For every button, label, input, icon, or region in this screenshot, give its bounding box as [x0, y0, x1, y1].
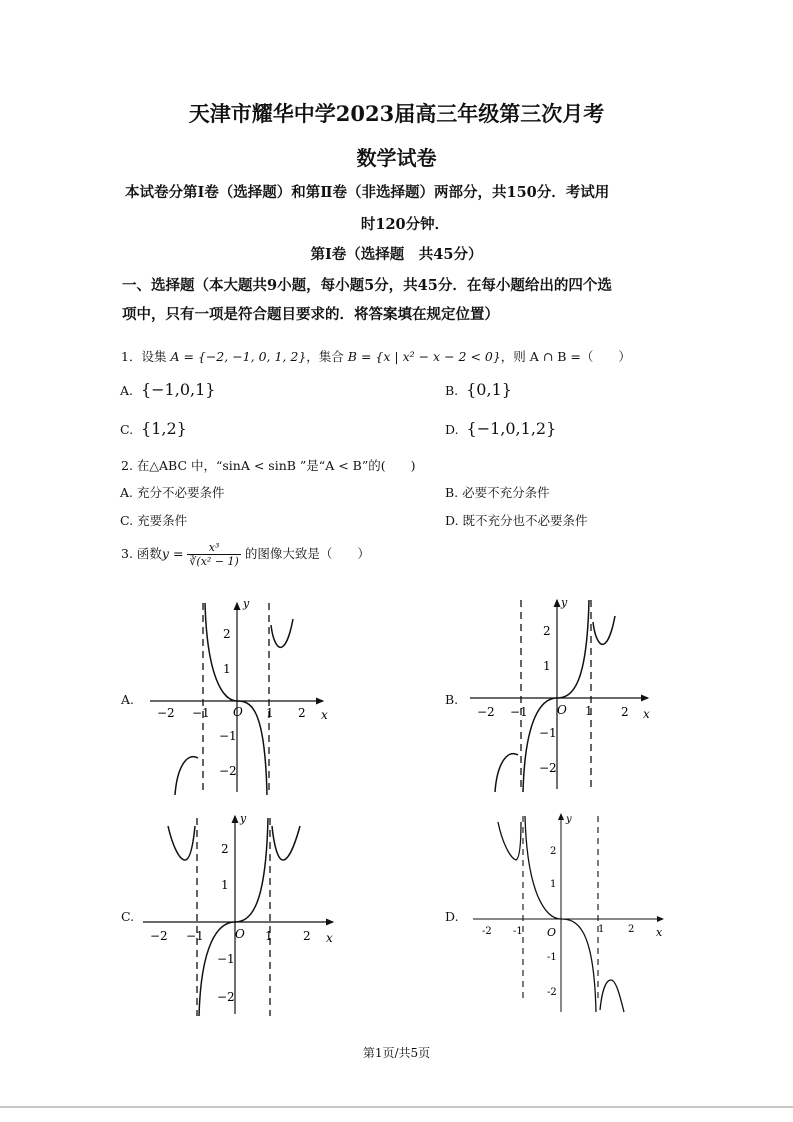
graph-a-x-label: x [321, 708, 328, 722]
q3-denominator: ∛(x² − 1) [189, 555, 239, 568]
question-1 [121, 347, 631, 365]
graph-b-ytick-neg1: −1 [539, 726, 557, 740]
graph-c [140, 814, 340, 1018]
graph-c-x-label: x [326, 931, 333, 945]
graph-a-origin: O [233, 705, 243, 719]
section-heading: 第Ⅰ卷（选择题 共45分） [310, 246, 483, 263]
graph-a-xtick-neg2: −2 [157, 706, 175, 720]
graph-a-ytick-neg2: −2 [219, 764, 237, 778]
graph-a-y-label: y [243, 597, 250, 610]
graph-c-ytick-2: 2 [221, 842, 229, 856]
exam-subtitle: 数学试卷 [356, 146, 437, 170]
graph-a-xtick-2: 2 [298, 706, 306, 720]
graph-d [470, 812, 670, 1016]
q1-option-b: B. {0,1} [445, 380, 512, 399]
graph-label-a: A. [121, 692, 135, 707]
graph-label-c: C. [121, 909, 135, 924]
q3-prefix: 3. 函数 [121, 546, 162, 561]
graph-b-ytick-neg2: −2 [539, 761, 557, 775]
graph-c-ytick-neg2: −2 [217, 990, 235, 1004]
graph-c-xtick-1: 1 [265, 929, 273, 943]
graph-c-y-label: y [240, 814, 247, 825]
graph-d-xtick-1: 1 [598, 924, 605, 935]
graph-a-xtick-neg1: −1 [192, 706, 210, 720]
part-heading-line-2: 项中，只有一项是符合题目要求的．将答案填在规定位置） [122, 306, 499, 323]
graph-d-y-label: y [566, 814, 572, 825]
exam-title: 天津市耀华中学2023届高三年级第三次月考 [188, 101, 605, 126]
q3-suffix: 的图像大致是（ ） [244, 546, 370, 561]
graph-b [465, 594, 655, 794]
q3-numerator: x³ [187, 541, 240, 555]
graph-c-origin: O [235, 927, 245, 941]
intro-line-2: 时120分钟． [360, 216, 450, 233]
q1-set-b: B = {x | x² − x − 2 < 0} [347, 349, 501, 364]
q1-set-a: A = {−2, −1, 0, 1, 2} [170, 349, 307, 364]
graph-d-ytick-neg1: -1 [547, 952, 557, 963]
page-number: 第1页/共5页 [362, 1046, 431, 1060]
graph-b-xtick-neg1: −1 [510, 705, 528, 719]
q1-option-a: A. {−1,0,1} [120, 380, 216, 399]
graph-d-xtick-neg1: -1 [513, 926, 523, 937]
graph-label-b: B. [445, 692, 459, 707]
graph-a-ytick-1: 1 [223, 662, 231, 676]
graph-b-ytick-1: 1 [543, 659, 551, 673]
bottom-divider [0, 1106, 793, 1108]
part-heading-line-1: 一、选择题（本大题共9小题，每小题5分，共45分．在每小题给出的四个选 [122, 277, 612, 294]
graph-a [145, 597, 335, 797]
graph-d-ytick-1: 1 [550, 879, 557, 890]
q3-y-eq: y = [161, 546, 184, 561]
q1-prefix: 1．设集 [121, 349, 167, 364]
graph-d-ytick-2: 2 [550, 846, 557, 857]
graph-b-xtick-1: 1 [585, 704, 593, 718]
graph-d-ytick-neg2: -2 [547, 987, 557, 998]
graph-d-x-label: x [656, 926, 663, 939]
graph-c-xtick-neg1: −1 [186, 929, 204, 943]
q2-option-d: D. 既不充分也不必要条件 [445, 513, 588, 528]
graph-b-y-label: y [561, 596, 568, 609]
graph-a-ytick-neg1: −1 [219, 729, 237, 743]
q3-fraction [187, 541, 240, 568]
graph-label-d: D. [445, 909, 459, 924]
question-2: 2. 在△ABC 中，“sinA < sinB ”是“A < B”的( ) [121, 458, 416, 473]
graph-c-xtick-neg2: −2 [150, 929, 168, 943]
graph-a-ytick-2: 2 [223, 627, 231, 641]
graph-b-xtick-2: 2 [621, 705, 629, 719]
graph-c-xtick-2: 2 [303, 929, 311, 943]
intro-line-1: 本试卷分第Ⅰ卷（选择题）和第Ⅱ卷（非选择题）两部分，共150分．考试用 [125, 184, 610, 201]
q1-option-c: C. {1,2} [120, 419, 187, 438]
q2-option-c: C. 充要条件 [120, 513, 188, 528]
graph-a-xtick-1: 1 [266, 706, 274, 720]
question-3 [121, 541, 370, 568]
graph-c-ytick-1: 1 [221, 878, 229, 892]
graph-d-xtick-2: 2 [628, 924, 635, 935]
graph-d-xtick-neg2: -2 [482, 926, 492, 937]
q2-option-b: B. 必要不充分条件 [445, 485, 550, 500]
graph-d-origin: O [547, 926, 557, 939]
q1-option-d: D. {−1,0,1,2} [445, 419, 557, 438]
q1-ask: ，则 A ∩ B =（ ） [500, 349, 631, 364]
graph-b-xtick-neg2: −2 [477, 705, 495, 719]
q2-option-a: A. 充分不必要条件 [120, 485, 225, 500]
graph-b-x-label: x [643, 707, 650, 721]
graph-b-ytick-2: 2 [543, 624, 551, 638]
q1-mid: ，集合 [306, 349, 344, 364]
graph-b-origin: O [557, 703, 567, 717]
graph-c-ytick-neg1: −1 [217, 952, 235, 966]
